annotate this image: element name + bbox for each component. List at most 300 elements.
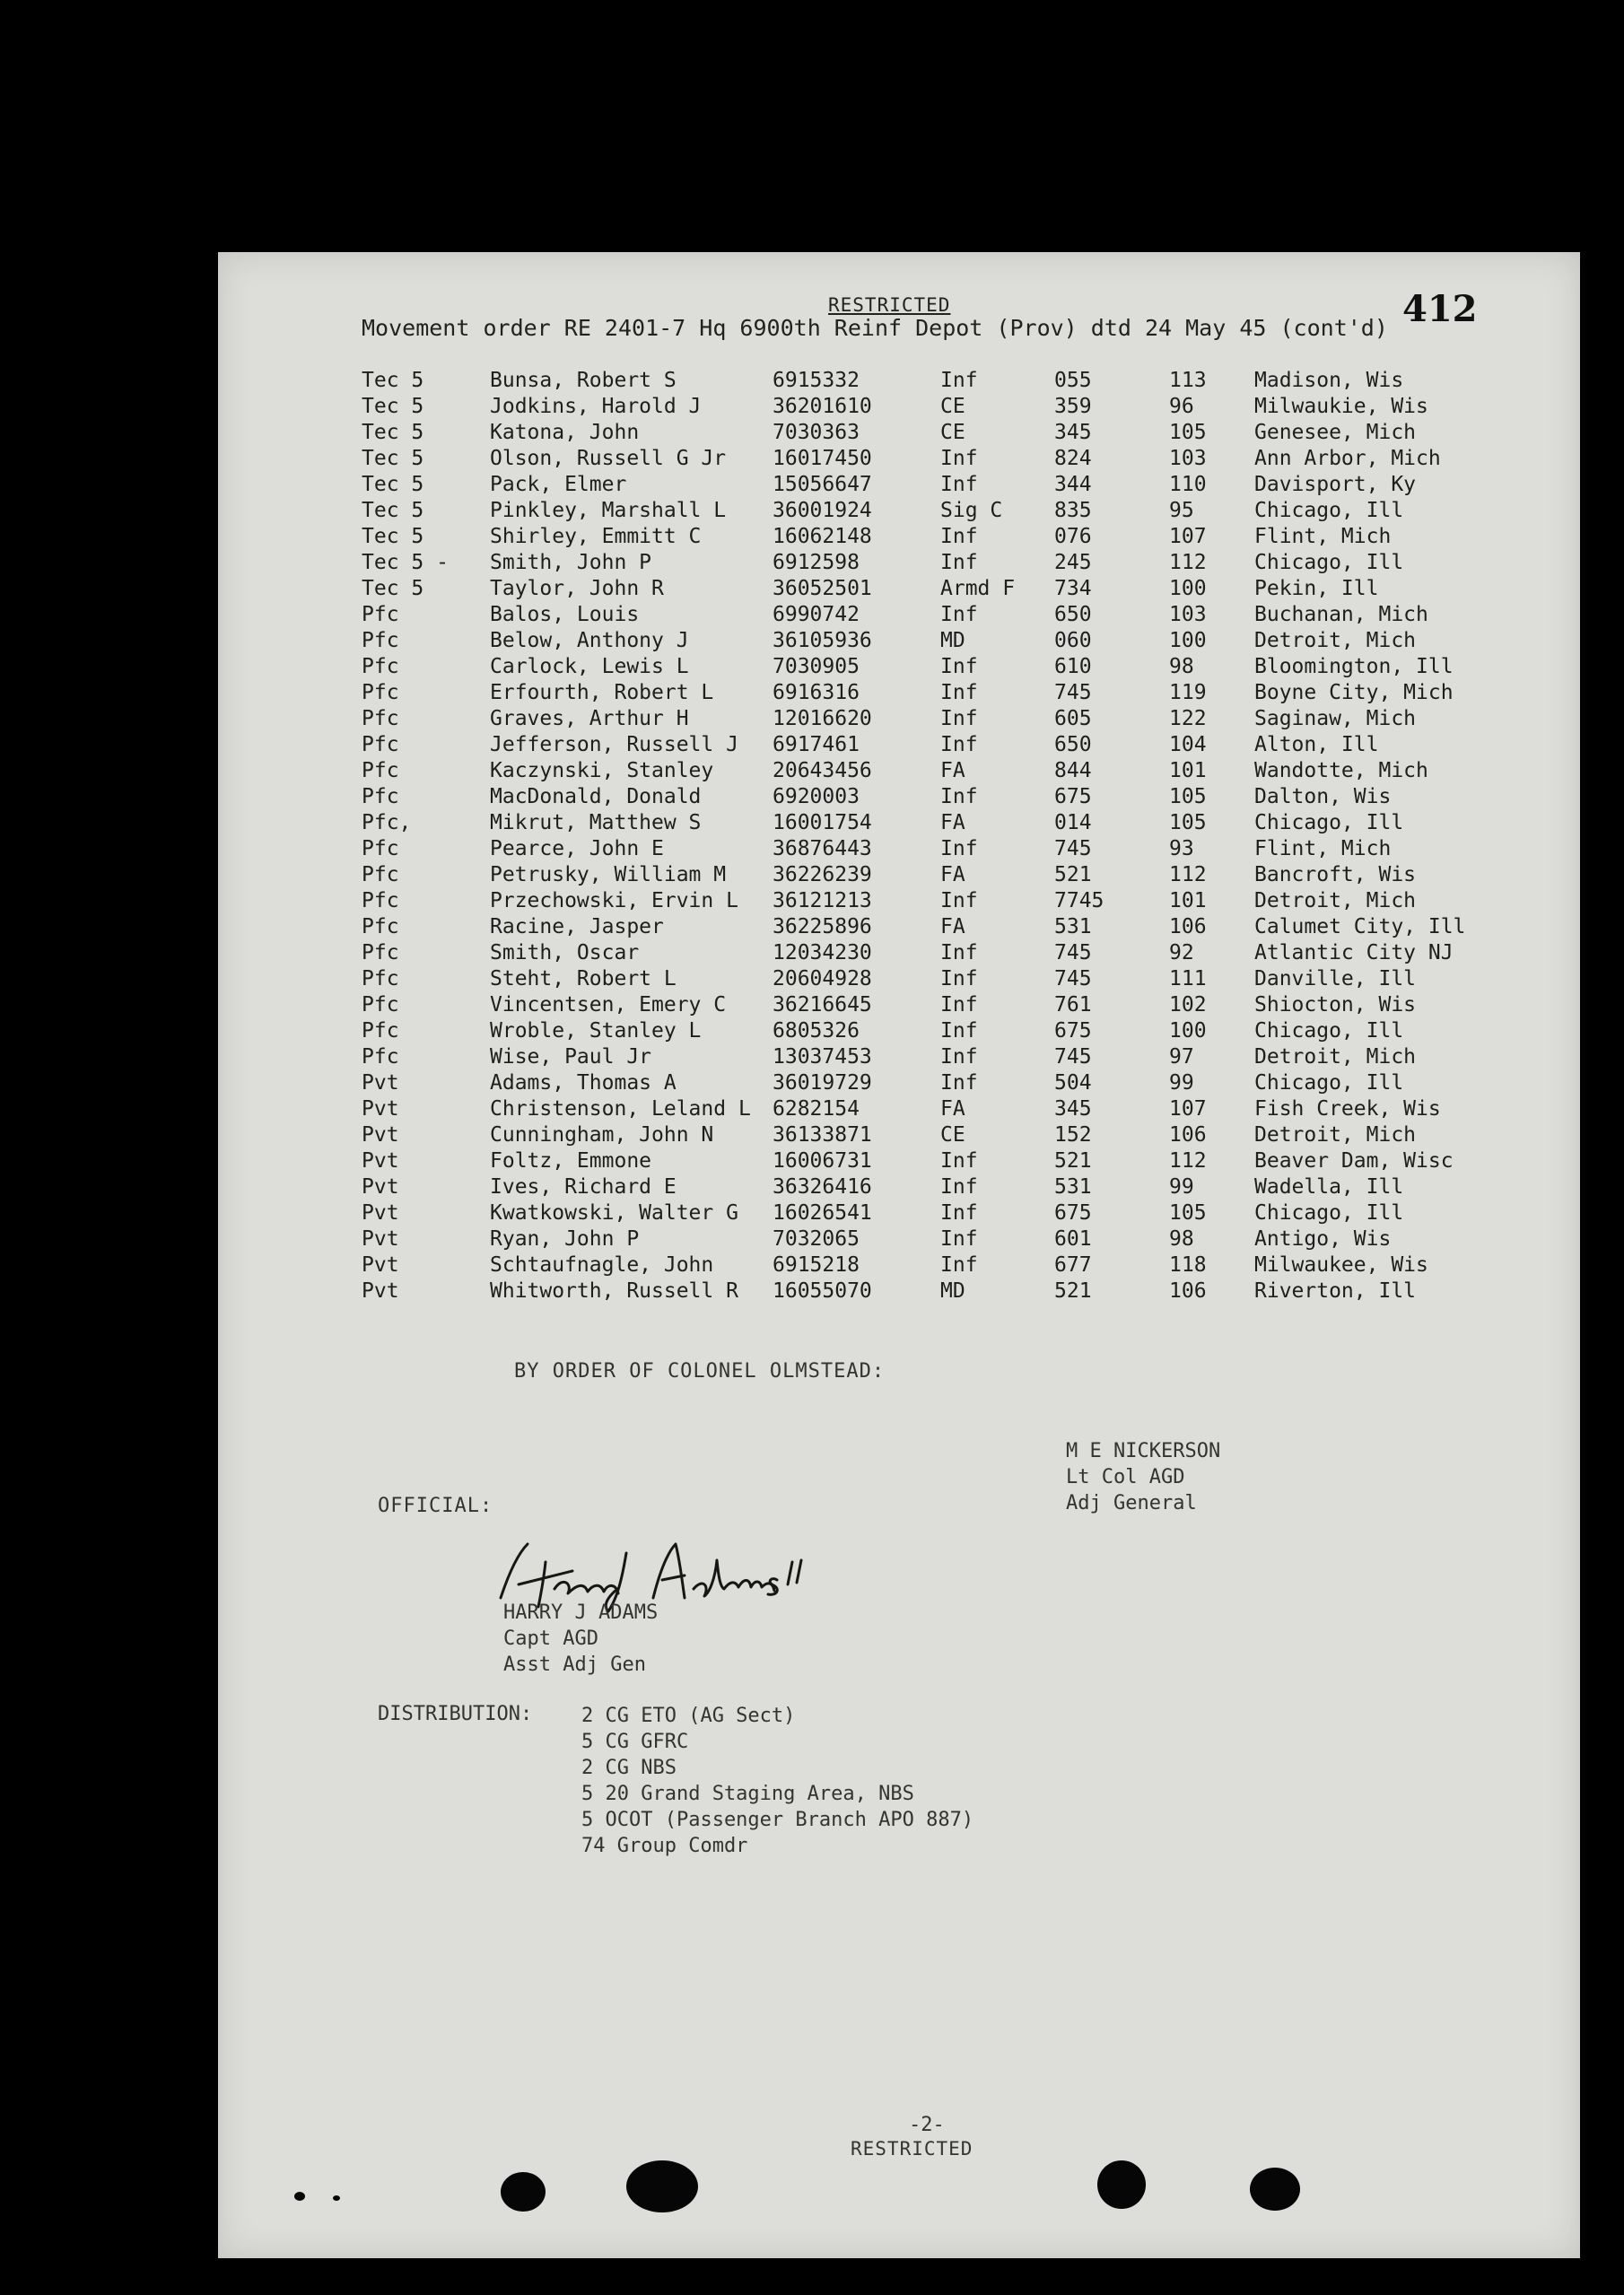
roster-mos: 7745 — [1054, 889, 1104, 912]
roster-mos: 734 — [1054, 577, 1092, 600]
punch-hole — [626, 2160, 698, 2212]
roster-serial: 36326416 — [773, 1175, 872, 1199]
roster-mos: 521 — [1054, 1279, 1092, 1303]
roster-mos: 504 — [1054, 1071, 1092, 1095]
table-row — [218, 525, 1580, 551]
roster-serial: 6805326 — [773, 1019, 860, 1043]
roster-serial: 16062148 — [773, 525, 872, 548]
roster-arm: CE — [940, 395, 965, 418]
roster-serial: 36226239 — [773, 863, 872, 886]
roster-name: Balos, Louis — [490, 603, 640, 626]
roster-arm: Inf — [940, 1227, 978, 1251]
roster-home: Genesee, Mich — [1254, 421, 1417, 444]
table-row — [218, 395, 1580, 421]
roster-rank: Tec 5 — [362, 473, 424, 496]
roster-arm: FA — [940, 915, 965, 938]
table-row — [218, 889, 1580, 915]
roster-rank: Pvt — [362, 1175, 399, 1199]
roster-code: 96 — [1169, 395, 1194, 418]
roster-name: Steht, Robert L — [490, 967, 677, 990]
roster-home: Riverton, Ill — [1254, 1279, 1417, 1303]
table-row — [218, 1253, 1580, 1279]
roster-serial: 20643456 — [773, 759, 872, 782]
roster-rank: Pvt — [362, 1149, 399, 1173]
roster-code: 119 — [1169, 681, 1207, 704]
roster-serial: 36052501 — [773, 577, 872, 600]
signer-title: Adj General — [1066, 1492, 1197, 1514]
table-row — [218, 499, 1580, 525]
roster-arm: FA — [940, 811, 965, 834]
roster-code: 111 — [1169, 967, 1207, 990]
roster-name: Petrusky, William M — [490, 863, 727, 886]
roster-serial: 36876443 — [773, 837, 872, 860]
roster-home: Alton, Ill — [1254, 733, 1379, 756]
roster-mos: 745 — [1054, 941, 1092, 964]
roster-code: 99 — [1169, 1071, 1194, 1095]
roster-rank: Tec 5 — [362, 499, 424, 522]
roster-mos: 601 — [1054, 1227, 1092, 1251]
roster-serial: 6916316 — [773, 681, 860, 704]
roster-rank: Pvt — [362, 1201, 399, 1225]
roster-code: 101 — [1169, 759, 1207, 782]
roster-name: Ryan, John P — [490, 1227, 640, 1251]
roster-home: Chicago, Ill — [1254, 1201, 1404, 1225]
roster-home: Madison, Wis — [1254, 369, 1404, 392]
table-row — [218, 811, 1580, 837]
roster-serial: 6917461 — [773, 733, 860, 756]
roster-serial: 36001924 — [773, 499, 872, 522]
roster-name: Schtaufnagle, John — [490, 1253, 714, 1277]
roster-rank: Tec 5 — [362, 577, 424, 600]
roster-arm: Inf — [940, 655, 978, 678]
roster-home: Boyne City, Mich — [1254, 681, 1454, 704]
roster-serial: 36019729 — [773, 1071, 872, 1095]
roster-arm: Inf — [940, 707, 978, 730]
signature-block-official — [503, 1600, 658, 1678]
roster-mos: 345 — [1054, 421, 1092, 444]
roster-home: Detroit, Mich — [1254, 1123, 1417, 1147]
roster-home: Calumet City, Ill — [1254, 915, 1466, 938]
table-row — [218, 1071, 1580, 1097]
roster-arm: Armd F — [940, 577, 1016, 600]
roster-mos: 076 — [1054, 525, 1092, 548]
roster-name: Pearce, John E — [490, 837, 664, 860]
roster-name: Ives, Richard E — [490, 1175, 677, 1199]
roster-name: Taylor, John R — [490, 577, 664, 600]
roster-home: Detroit, Mich — [1254, 889, 1417, 912]
roster-serial: 20604928 — [773, 967, 872, 990]
roster-rank: Pfc — [362, 941, 399, 964]
roster-mos: 650 — [1054, 603, 1092, 626]
roster-code: 107 — [1169, 525, 1207, 548]
roster-home: Flint, Mich — [1254, 837, 1392, 860]
roster-arm: Inf — [940, 1019, 978, 1043]
punch-hole — [1250, 2168, 1300, 2211]
roster-rank: Tec 5 — [362, 421, 424, 444]
roster-code: 105 — [1169, 785, 1207, 808]
roster-arm: Sig C — [940, 499, 1003, 522]
roster-code: 112 — [1169, 551, 1207, 574]
roster-name: Vincentsen, Emery C — [490, 993, 727, 1017]
punch-hole — [1097, 2160, 1146, 2209]
roster-name: Foltz, Emmone — [490, 1149, 652, 1173]
document-page — [218, 252, 1580, 2258]
roster-rank: Pvt — [362, 1227, 399, 1251]
roster-name: Wroble, Stanley L — [490, 1019, 702, 1043]
signer-rank: Lt Col AGD — [1066, 1466, 1185, 1488]
roster-arm: Inf — [940, 1201, 978, 1225]
table-row — [218, 759, 1580, 785]
roster-mos: 745 — [1054, 837, 1092, 860]
roster-serial: 7030363 — [773, 421, 860, 444]
roster-code: 101 — [1169, 889, 1207, 912]
table-row — [218, 707, 1580, 733]
table-row — [218, 1045, 1580, 1071]
roster-home: Milwaukee, Wis — [1254, 1253, 1428, 1277]
table-row — [218, 967, 1580, 993]
roster-code: 107 — [1169, 1097, 1207, 1121]
roster-arm: Inf — [940, 1071, 978, 1095]
roster-mos: 844 — [1054, 759, 1092, 782]
roster-home: Chicago, Ill — [1254, 551, 1404, 574]
roster-mos: 345 — [1054, 1097, 1092, 1121]
roster-name: Kaczynski, Stanley — [490, 759, 714, 782]
roster-name: Bunsa, Robert S — [490, 369, 677, 392]
table-row — [218, 1019, 1580, 1045]
roster-home: Wandotte, Mich — [1254, 759, 1428, 782]
roster-home: Atlantic City NJ — [1254, 941, 1454, 964]
roster-home: Antigo, Wis — [1254, 1227, 1392, 1251]
roster-rank: Pvt — [362, 1123, 399, 1147]
table-row — [218, 473, 1580, 499]
roster-mos: 745 — [1054, 1045, 1092, 1069]
roster-home: Bancroft, Wis — [1254, 863, 1417, 886]
roster-serial: 7030905 — [773, 655, 860, 678]
roster-home: Pekin, Ill — [1254, 577, 1379, 600]
roster-arm: Inf — [940, 681, 978, 704]
roster-arm: Inf — [940, 889, 978, 912]
roster-serial: 6915332 — [773, 369, 860, 392]
roster-rank: Pfc — [362, 915, 399, 938]
roster-rank: Pvt — [362, 1071, 399, 1095]
roster-arm: Inf — [940, 473, 978, 496]
punch-hole — [333, 2195, 340, 2201]
roster-serial: 36133871 — [773, 1123, 872, 1147]
roster-code: 110 — [1169, 473, 1207, 496]
roster-mos: 521 — [1054, 863, 1092, 886]
roster-name: Smith, John P — [490, 551, 652, 574]
roster-rank: Pfc — [362, 707, 399, 730]
roster-arm: Inf — [940, 1045, 978, 1069]
roster-home: Milwaukie, Wis — [1254, 395, 1428, 418]
roster-code: 113 — [1169, 369, 1207, 392]
roster-serial: 16001754 — [773, 811, 872, 834]
roster-home: Chicago, Ill — [1254, 1019, 1404, 1043]
roster-name: Pack, Elmer — [490, 473, 627, 496]
official-name: HARRY J ADAMS — [503, 1601, 659, 1624]
distribution-line: 5 CG GFRC — [581, 1731, 689, 1753]
roster-home: Shiocton, Wis — [1254, 993, 1417, 1017]
roster-home: Dalton, Wis — [1254, 785, 1392, 808]
roster-rank: Pfc — [362, 863, 399, 886]
roster-rank: Pfc — [362, 1019, 399, 1043]
signature-block-adjutant — [1066, 1438, 1220, 1516]
roster-code: 106 — [1169, 1123, 1207, 1147]
roster-mos: 359 — [1054, 395, 1092, 418]
official-title: Asst Adj Gen — [503, 1654, 646, 1676]
table-row — [218, 421, 1580, 447]
roster-name: Below, Anthony J — [490, 629, 689, 652]
roster-arm: Inf — [940, 837, 978, 860]
roster-rank: Pfc — [362, 655, 399, 678]
roster-serial: 36105936 — [773, 629, 872, 652]
roster-serial: 12016620 — [773, 707, 872, 730]
roster-rank: Pfc — [362, 603, 399, 626]
roster-arm: MD — [940, 629, 965, 652]
table-row — [218, 655, 1580, 681]
roster-code: 102 — [1169, 993, 1207, 1017]
roster-code: 103 — [1169, 603, 1207, 626]
roster-code: 100 — [1169, 577, 1207, 600]
roster-mos: 014 — [1054, 811, 1092, 834]
distribution-line: 74 Group Comdr — [581, 1835, 748, 1857]
roster-arm: Inf — [940, 941, 978, 964]
roster-arm: Inf — [940, 733, 978, 756]
roster-home: Ann Arbor, Mich — [1254, 447, 1441, 470]
roster-mos: 344 — [1054, 473, 1092, 496]
roster-code: 122 — [1169, 707, 1207, 730]
roster-mos: 152 — [1054, 1123, 1092, 1147]
table-row — [218, 1149, 1580, 1175]
roster-home: Danville, Ill — [1254, 967, 1417, 990]
roster-serial: 36225896 — [773, 915, 872, 938]
table-row — [218, 1097, 1580, 1123]
roster-name: Katona, John — [490, 421, 640, 444]
roster-mos: 675 — [1054, 1019, 1092, 1043]
roster-code: 103 — [1169, 447, 1207, 470]
distribution-label: DISTRIBUTION: — [378, 1703, 533, 1725]
roster-serial: 6915218 — [773, 1253, 860, 1277]
roster-serial: 36216645 — [773, 993, 872, 1017]
roster-rank: Pfc — [362, 837, 399, 860]
table-row — [218, 369, 1580, 395]
roster-code: 92 — [1169, 941, 1194, 964]
roster-serial: 36121213 — [773, 889, 872, 912]
roster-arm: Inf — [940, 967, 978, 990]
roster-rank: Pfc — [362, 993, 399, 1017]
roster-home: Buchanan, Mich — [1254, 603, 1428, 626]
roster-home: Detroit, Mich — [1254, 1045, 1417, 1069]
roster-home: Saginaw, Mich — [1254, 707, 1417, 730]
movement-order-heading: Movement order RE 2401-7 Hq 6900th Reinf Depot (Prov) dtd 24 May 45 (cont'd) — [362, 315, 1388, 341]
roster-home: Davisport, Ky — [1254, 473, 1417, 496]
roster-arm: Inf — [940, 551, 978, 574]
roster-name: Jefferson, Russell J — [490, 733, 738, 756]
roster-rank: Tec 5 — [362, 525, 424, 548]
roster-arm: Inf — [940, 369, 978, 392]
roster-mos: 824 — [1054, 447, 1092, 470]
roster-home: Beaver Dam, Wisc — [1254, 1149, 1454, 1173]
roster-code: 112 — [1169, 1149, 1207, 1173]
table-row — [218, 733, 1580, 759]
roster-code: 98 — [1169, 655, 1194, 678]
distribution-list — [581, 1703, 974, 1859]
roster-home: Flint, Mich — [1254, 525, 1392, 548]
roster-mos: 521 — [1054, 1149, 1092, 1173]
punch-hole — [501, 2172, 546, 2212]
signer-name: M E NICKERSON — [1066, 1440, 1221, 1462]
table-row — [218, 1201, 1580, 1227]
roster-name: Whitworth, Russell R — [490, 1279, 738, 1303]
roster-serial: 7032065 — [773, 1227, 860, 1251]
roster-mos: 610 — [1054, 655, 1092, 678]
roster-serial: 6282154 — [773, 1097, 860, 1121]
roster-rank: Tec 5 - — [362, 551, 449, 574]
roster-rank: Tec 5 — [362, 447, 424, 470]
roster-rank: Tec 5 — [362, 395, 424, 418]
roster-rank: Pfc — [362, 629, 399, 652]
table-row — [218, 603, 1580, 629]
roster-code: 100 — [1169, 1019, 1207, 1043]
roster-mos: 745 — [1054, 967, 1092, 990]
roster-code: 105 — [1169, 811, 1207, 834]
roster-serial: 36201610 — [773, 395, 872, 418]
roster-mos: 835 — [1054, 499, 1092, 522]
table-row — [218, 1175, 1580, 1201]
roster-rank: Pfc, — [362, 811, 412, 834]
roster-arm: CE — [940, 421, 965, 444]
table-row — [218, 941, 1580, 967]
roster-home: Chicago, Ill — [1254, 1071, 1404, 1095]
punch-hole — [294, 2192, 305, 2201]
roster-name: Racine, Jasper — [490, 915, 664, 938]
footer-classification: RESTRICTED — [851, 2138, 974, 2160]
roster-arm: Inf — [940, 1175, 978, 1199]
roster-name: Adams, Thomas A — [490, 1071, 677, 1095]
footer-page-number: -2- — [909, 2114, 945, 2136]
roster-home: Chicago, Ill — [1254, 499, 1404, 522]
roster-serial: 6990742 — [773, 603, 860, 626]
roster-serial: 6920003 — [773, 785, 860, 808]
roster-name: Wise, Paul Jr — [490, 1045, 652, 1069]
roster-name: Kwatkowski, Walter G — [490, 1201, 738, 1225]
roster-rank: Pfc — [362, 967, 399, 990]
roster-mos: 650 — [1054, 733, 1092, 756]
roster-code: 105 — [1169, 1201, 1207, 1225]
roster-arm: Inf — [940, 603, 978, 626]
roster-home: Wadella, Ill — [1254, 1175, 1404, 1199]
roster-mos: 060 — [1054, 629, 1092, 652]
roster-arm: Inf — [940, 993, 978, 1017]
table-row — [218, 915, 1580, 941]
roster-name: MacDonald, Donald — [490, 785, 702, 808]
roster-rank: Pfc — [362, 733, 399, 756]
roster-name: Erfourth, Robert L — [490, 681, 714, 704]
roster-code: 118 — [1169, 1253, 1207, 1277]
roster-mos: 531 — [1054, 1175, 1092, 1199]
page-number: 412 — [1402, 288, 1478, 330]
roster-name: Jodkins, Harold J — [490, 395, 702, 418]
roster-serial: 16055070 — [773, 1279, 872, 1303]
roster-mos: 531 — [1054, 915, 1092, 938]
table-row — [218, 1123, 1580, 1149]
roster-serial: 6912598 — [773, 551, 860, 574]
distribution-line: 5 20 Grand Staging Area, NBS — [581, 1783, 914, 1805]
roster-name: Smith, Oscar — [490, 941, 640, 964]
roster-arm: FA — [940, 1097, 965, 1121]
roster-name: Graves, Arthur H — [490, 707, 689, 730]
roster-name: Przechowski, Ervin L — [490, 889, 738, 912]
table-row — [218, 681, 1580, 707]
table-row — [218, 1227, 1580, 1253]
table-row — [218, 551, 1580, 577]
roster-name: Shirley, Emmitt C — [490, 525, 702, 548]
roster-home: Chicago, Ill — [1254, 811, 1404, 834]
roster-mos: 245 — [1054, 551, 1092, 574]
roster-code: 97 — [1169, 1045, 1194, 1069]
distribution-line: 5 OCOT (Passenger Branch APO 887) — [581, 1809, 974, 1831]
roster-mos: 675 — [1054, 1201, 1092, 1225]
roster-code: 106 — [1169, 915, 1207, 938]
roster-arm: Inf — [940, 1253, 978, 1277]
roster-rank: Pfc — [362, 785, 399, 808]
roster-arm: Inf — [940, 447, 978, 470]
roster-rank: Pvt — [362, 1279, 399, 1303]
roster-name: Carlock, Lewis L — [490, 655, 689, 678]
distribution-line: 2 CG ETO (AG Sect) — [581, 1705, 796, 1727]
roster-code: 105 — [1169, 421, 1207, 444]
table-row — [218, 629, 1580, 655]
roster-serial: 16006731 — [773, 1149, 872, 1173]
roster-serial: 12034230 — [773, 941, 872, 964]
table-row — [218, 577, 1580, 603]
roster-rank: Pvt — [362, 1097, 399, 1121]
roster-mos: 055 — [1054, 369, 1092, 392]
roster-serial: 15056647 — [773, 473, 872, 496]
distribution-line: 2 CG NBS — [581, 1757, 677, 1779]
roster-name: Cunningham, John N — [490, 1123, 714, 1147]
classification-header: RESTRICTED — [828, 294, 951, 316]
official-rank: Capt AGD — [503, 1627, 598, 1650]
roster-arm: FA — [940, 759, 965, 782]
roster-code: 99 — [1169, 1175, 1194, 1199]
roster-rank: Pvt — [362, 1253, 399, 1277]
roster-code: 104 — [1169, 733, 1207, 756]
roster-arm: CE — [940, 1123, 965, 1147]
roster-code: 106 — [1169, 1279, 1207, 1303]
roster-code: 95 — [1169, 499, 1194, 522]
official-label: OFFICIAL: — [378, 1495, 493, 1517]
roster-rank: Pfc — [362, 759, 399, 782]
roster-code: 112 — [1169, 863, 1207, 886]
roster-serial: 16017450 — [773, 447, 872, 470]
table-row — [218, 447, 1580, 473]
roster-arm: Inf — [940, 1149, 978, 1173]
table-row — [218, 1279, 1580, 1305]
roster-home: Detroit, Mich — [1254, 629, 1417, 652]
roster-name: Pinkley, Marshall L — [490, 499, 727, 522]
roster-arm: Inf — [940, 785, 978, 808]
roster-arm: MD — [940, 1279, 965, 1303]
roster-name: Mikrut, Matthew S — [490, 811, 702, 834]
roster-rank: Pfc — [362, 889, 399, 912]
roster-mos: 761 — [1054, 993, 1092, 1017]
roster-home: Fish Creek, Wis — [1254, 1097, 1441, 1121]
roster-mos: 677 — [1054, 1253, 1092, 1277]
roster-mos: 675 — [1054, 785, 1092, 808]
roster-name: Olson, Russell G Jr — [490, 447, 727, 470]
roster-rank: Pfc — [362, 1045, 399, 1069]
